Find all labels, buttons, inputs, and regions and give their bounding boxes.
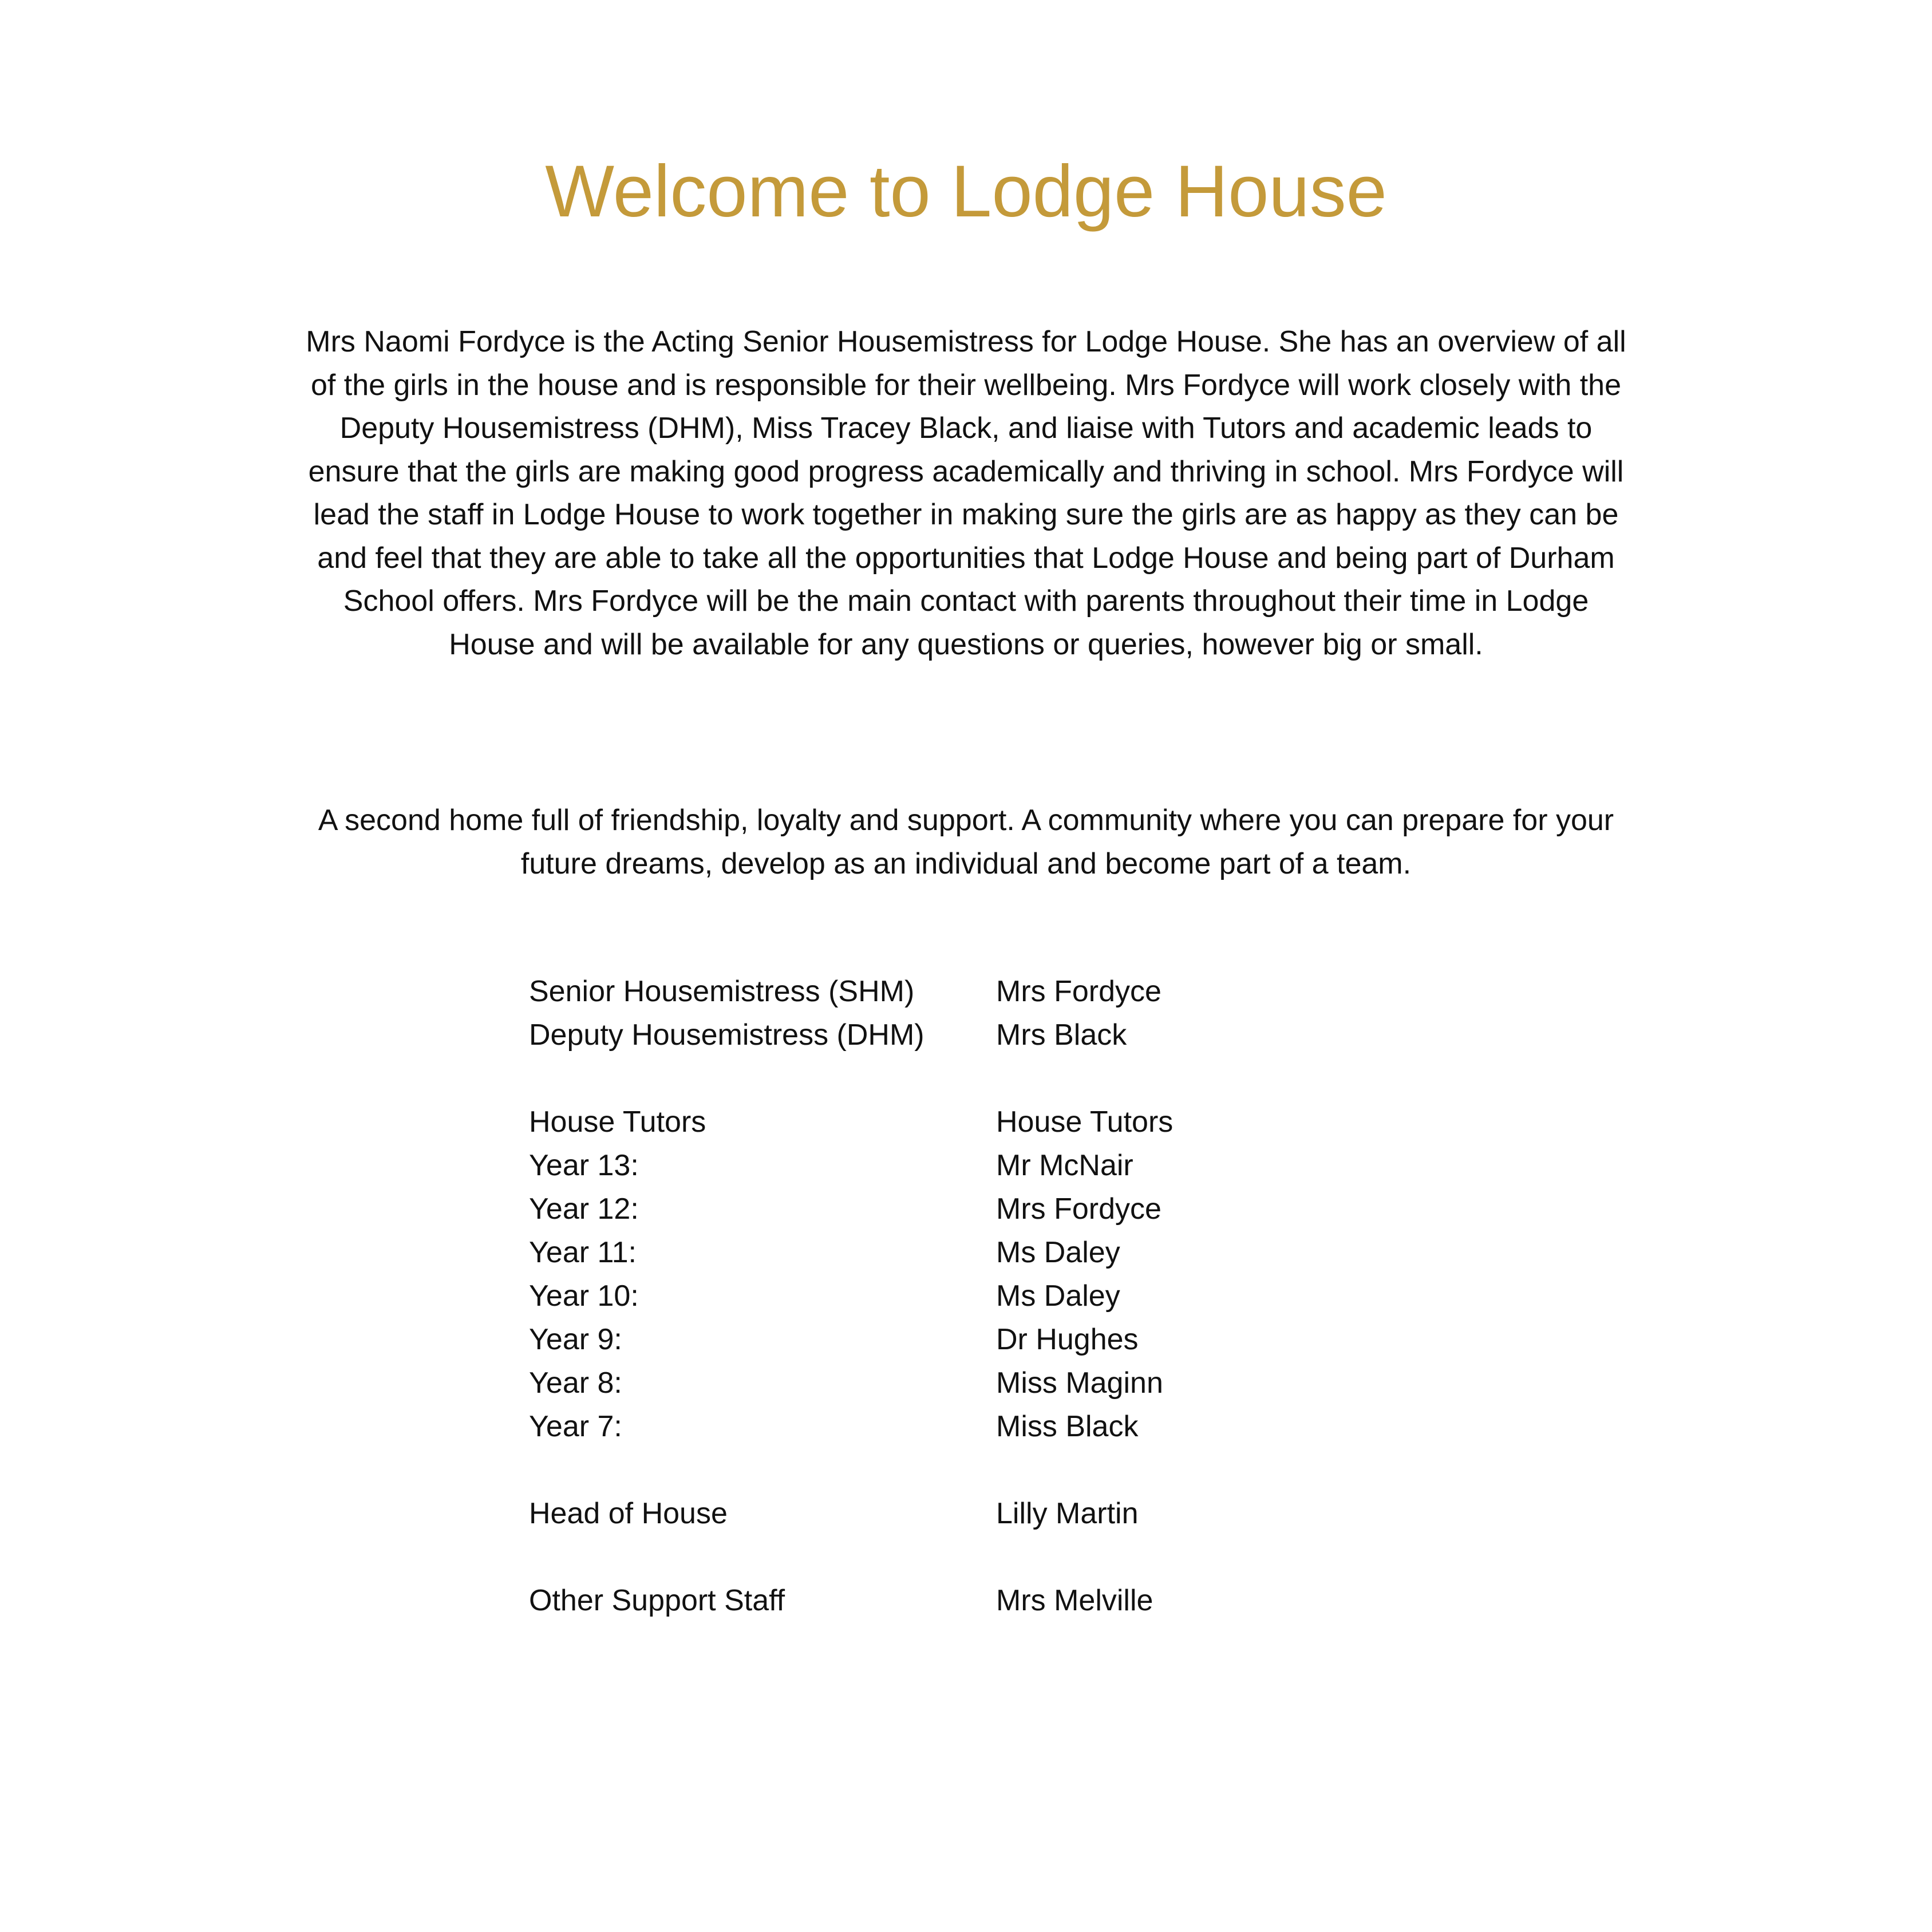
tutor-year-label: Year 10:: [529, 1279, 639, 1313]
tutor-year-label: Year 11:: [529, 1236, 637, 1269]
tutor-name: Ms Daley: [996, 1279, 1120, 1313]
staff-value: Mrs Fordyce: [996, 975, 1161, 1008]
tutor-row-year-10: [529, 1274, 1559, 1318]
tutor-row-year-7: [529, 1405, 1559, 1448]
tutor-name: Miss Maginn: [996, 1366, 1163, 1400]
tutor-row-year-12: [529, 1187, 1559, 1231]
page-title: Welcome to Lodge House: [545, 151, 1387, 232]
staff-row-other-support: [529, 1579, 1559, 1622]
staff-label: Head of House: [529, 1497, 728, 1530]
tutor-year-label: Year 12:: [529, 1192, 639, 1226]
tutor-name: Dr Hughes: [996, 1323, 1139, 1356]
tagline-paragraph: A second home full of friendship, loyalty and support. A community where you can prepare for your future dreams, develop as an individual and become part of a team.: [318, 804, 1614, 880]
staff-row-tutors-header: [529, 1100, 1559, 1144]
staff-row-dhm: [529, 1013, 1559, 1057]
tutor-row-year-13: [529, 1144, 1559, 1187]
staff-row-head-of-house: [529, 1492, 1559, 1535]
staff-value: Mrs Black: [996, 1018, 1127, 1052]
staff-label: Other Support Staff: [529, 1584, 785, 1617]
staff-value: House Tutors: [996, 1105, 1174, 1139]
staff-label: Deputy Housemistress (DHM): [529, 1018, 924, 1052]
tutor-row-year-9: [529, 1318, 1559, 1361]
tutor-year-label: Year 13:: [529, 1149, 639, 1182]
tutor-year-label: Year 7:: [529, 1410, 622, 1443]
tutor-year-label: Year 9:: [529, 1323, 622, 1356]
spacer: [529, 1057, 1559, 1100]
tutor-name: Ms Daley: [996, 1236, 1120, 1269]
tutor-name: Mr McNair: [996, 1149, 1133, 1182]
tutor-name: Mrs Fordyce: [996, 1192, 1161, 1226]
tutor-row-year-8: [529, 1361, 1559, 1405]
spacer: [529, 1535, 1559, 1579]
spacer: [529, 1448, 1559, 1492]
staff-value: Lilly Martin: [996, 1497, 1139, 1530]
staff-list: [529, 970, 1559, 1622]
tutor-row-year-11: [529, 1231, 1559, 1274]
tutor-name: Miss Black: [996, 1410, 1139, 1443]
staff-label: House Tutors: [529, 1105, 706, 1139]
intro-paragraph: Mrs Naomi Fordyce is the Acting Senior Housemistress for Lodge House. She has an overview of all of the girls in the house and is responsible for their wellbeing. Mrs Fordyce will work closely with the Deputy Housemistress (DHM), Miss Tracey Black, and liaise with Tutors and academic leads to ensure that the girls are making good progress academically and thriving in school. Mrs Fordyce will lead the staff in Lodge House to work together in making sure the girls are as happy as they can be and feel that they are able to take all the opportunities that Lodge House and being part of Durham School offers. Mrs Fordyce will be the main contact with parents throughout their time in Lodge House and will be available for any questions or queries, however big or small.: [306, 325, 1626, 661]
staff-value: Mrs Melville: [996, 1584, 1153, 1617]
staff-row-shm: [529, 970, 1559, 1013]
staff-label: Senior Housemistress (SHM): [529, 975, 915, 1008]
tutor-year-label: Year 8:: [529, 1366, 622, 1400]
